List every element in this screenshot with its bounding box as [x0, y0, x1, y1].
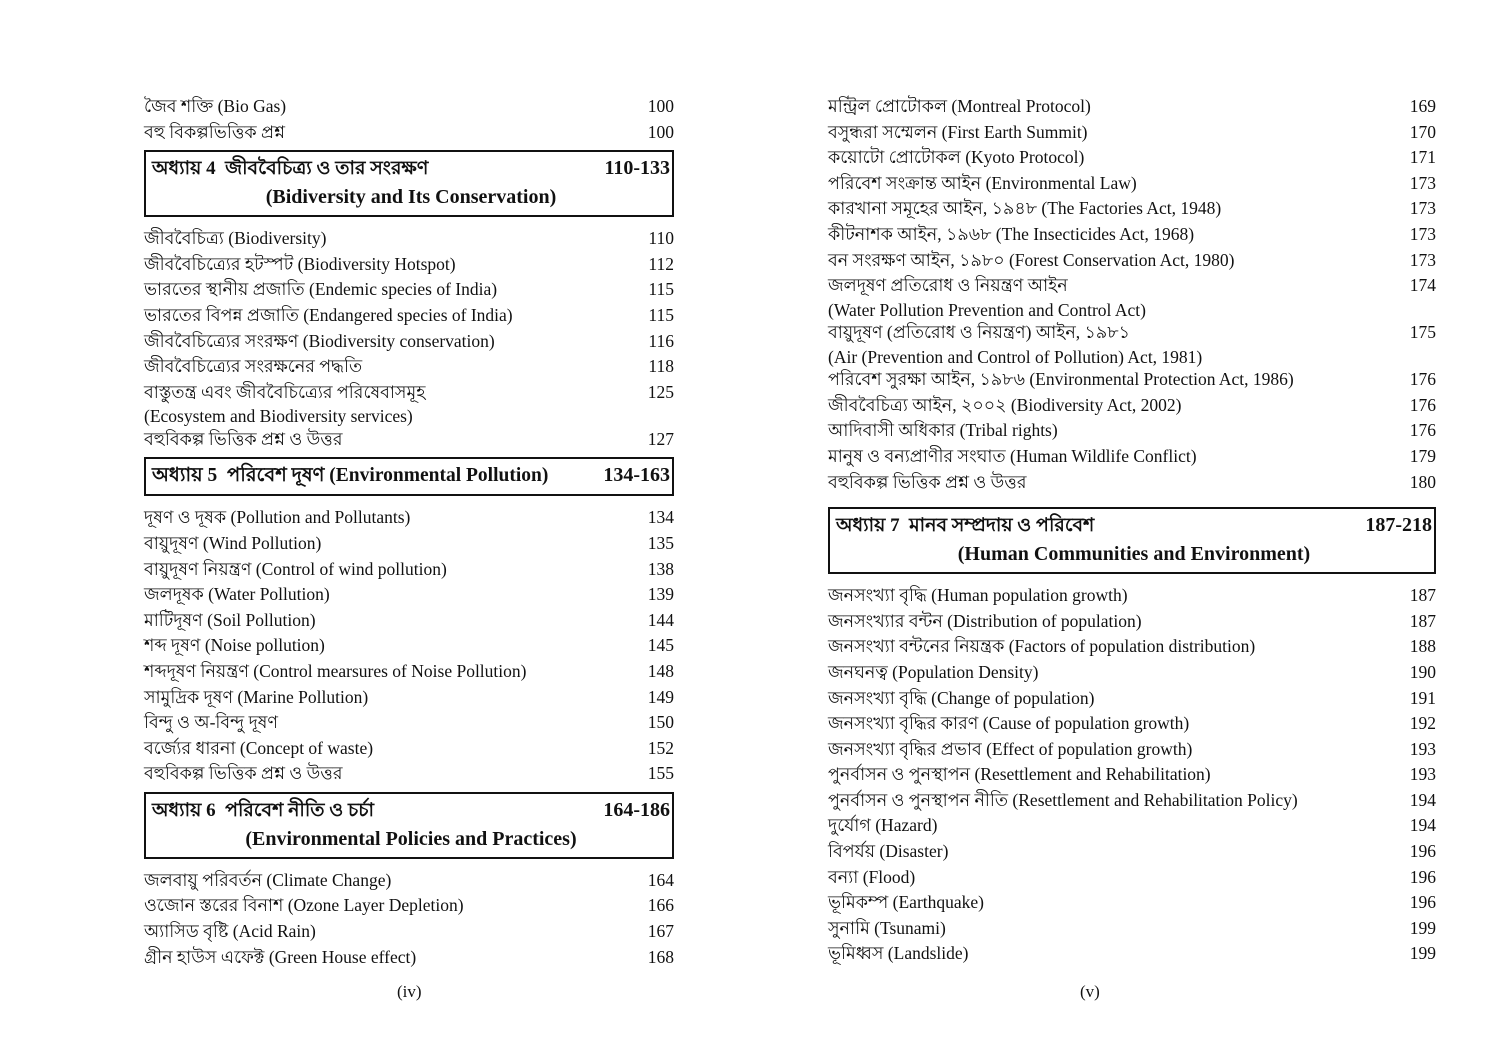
entry-page: 193 — [1409, 764, 1436, 785]
entry-title: জনসংখ্যা বৃদ্ধি (Change of population) — [828, 687, 1095, 708]
entry-page: 192 — [1409, 713, 1436, 734]
entry-title: জলদূষক (Water Pollution) — [144, 584, 330, 605]
entry-page: 110 — [648, 228, 674, 249]
chapter-title: পরিবেশ নীতি ও চর্চা — [225, 799, 375, 821]
chapter-subtitle: (Environmental Policies and Practices) — [245, 827, 577, 850]
toc-entry[interactable] — [144, 685, 674, 711]
toc-entry[interactable] — [144, 94, 674, 120]
entry-page: 118 — [648, 356, 674, 377]
entry-page: 144 — [647, 609, 674, 630]
entry-page: 173 — [1409, 223, 1436, 244]
entry-page: 187 — [1409, 585, 1436, 606]
toc-entry[interactable] — [144, 531, 674, 557]
entry-title: ভূমিধ্বস (Landslide) — [828, 943, 969, 964]
toc-entry[interactable] — [828, 367, 1436, 393]
entry-title: জনসংখ্যার বন্টন (Distribution of population) — [828, 610, 1142, 631]
chapter-title: পরিবেশ দূষণ (Environmental Pollution) — [227, 465, 549, 487]
entry-title: দুর্যোগ (Hazard) — [828, 815, 938, 836]
entry-title: আদিবাসী অধিকার (Tribal rights) — [828, 420, 1058, 441]
entry-title: জৈব শক্তি (Bio Gas) — [144, 96, 287, 116]
entry-title: পুনর্বাসন ও পুনস্থাপন (Resettlement and Rehabilitation) — [828, 764, 1211, 785]
chapter-4-box — [144, 150, 674, 217]
entry-title: বন সংরক্ষণ আইন, ১৯৮০ (Forest Conservation Act, 1980) — [828, 249, 1235, 270]
toc-entry[interactable] — [144, 120, 674, 146]
entry-page: 116 — [648, 330, 674, 351]
toc-entry[interactable] — [144, 868, 674, 894]
entry-title: বাস্তুতন্ত্র এবং জীববৈচিত্র্যের পরিষেবাসমূহ — [144, 381, 426, 402]
entry-title: গ্রীন হাউস এফেক্ট (Green House effect) — [144, 946, 417, 967]
entry-title: জনসংখ্যা বৃদ্ধির কারণ (Cause of population growth) — [828, 713, 1190, 734]
entry-page: 152 — [647, 737, 674, 758]
chapter-6-box — [144, 792, 674, 859]
chapter-label: অধ্যায় 4 — [152, 158, 216, 180]
chapter-6-items-continued — [828, 94, 1436, 273]
toc-entry[interactable] — [828, 634, 1436, 660]
toc-entry[interactable] — [828, 941, 1436, 967]
toc-entry[interactable] — [144, 761, 674, 787]
pre-items — [144, 94, 674, 145]
toc-right — [828, 94, 1436, 967]
entry-title: বিন্দু ও অ-বিন্দু দূষণ — [144, 712, 278, 733]
entry-page: 199 — [1409, 943, 1436, 964]
toc-entry[interactable] — [144, 659, 674, 685]
entry-page: 150 — [647, 712, 674, 733]
entry-page: 135 — [647, 532, 674, 553]
toc-entry[interactable] — [144, 427, 674, 453]
entry-title: বহুবিকল্প ভিত্তিক প্রশ্ন ও উত্তর — [828, 471, 1027, 492]
entry-continuation: (Air (Prevention and Control of Pollution) Act, 1981) — [828, 346, 1203, 367]
entry-title: বসুন্ধরা সম্মেলন (First Earth Summit) — [828, 121, 1088, 142]
entry-page: 125 — [647, 381, 674, 402]
entry-title: শব্দদূষণ নিয়ন্ত্রণ (Control mearsures of Noise Pollution) — [144, 660, 527, 681]
entry-page: 180 — [1409, 471, 1436, 492]
entry-title: দূষণ ও দূষক (Pollution and Pollutants) — [144, 507, 411, 528]
entry-title: পরিবেশ সুরক্ষা আইন, ১৯৮৬ (Environmental Protection Act, 1986) — [828, 369, 1294, 390]
entry-page: 176 — [1409, 369, 1436, 390]
toc-entry[interactable] — [144, 354, 674, 380]
entry-title: কারখানা সমূহের আইন, ১৯৪৮ (The Factories Act, 1948) — [828, 198, 1222, 219]
entry-page: 196 — [1409, 841, 1436, 862]
toc-entry[interactable] — [828, 393, 1436, 419]
toc-entry[interactable] — [144, 329, 674, 355]
entry-page: 190 — [1409, 661, 1436, 682]
entry-page: 138 — [647, 558, 674, 579]
entry-page: 100 — [647, 121, 674, 142]
toc-entry[interactable] — [828, 418, 1436, 444]
toc-entry[interactable] — [828, 470, 1436, 496]
entry-page: 134 — [647, 507, 674, 528]
entry-page: 155 — [647, 763, 674, 784]
entry-title: মাটিদূষণ (Soil Pollution) — [144, 609, 316, 630]
toc-entry[interactable] — [828, 444, 1436, 470]
entry-title: বর্জ্যের ধারনা (Concept of waste) — [144, 737, 374, 758]
entry-title: জলবায়ু পরিবর্তন (Climate Change) — [144, 869, 392, 890]
entry-title: বন্যা (Flood) — [828, 866, 916, 887]
chapter-5-items — [144, 505, 674, 787]
chapter-7-box — [828, 507, 1436, 574]
chapter-page-range: 187-218 — [1365, 514, 1432, 537]
entry-page: 115 — [648, 304, 674, 325]
chapter-page-range: 110-133 — [604, 157, 670, 180]
entry-page: 170 — [1409, 121, 1436, 142]
entry-page: 179 — [1409, 445, 1436, 466]
entry-page: 174 — [1409, 275, 1436, 296]
page-number: (iv) — [397, 982, 422, 1001]
entry-page: 115 — [648, 279, 674, 300]
entry-page: 191 — [1409, 687, 1436, 708]
toc-entry[interactable] — [828, 583, 1436, 609]
chapter-5-box — [144, 457, 674, 496]
toc-entry[interactable] — [144, 633, 674, 659]
toc-entry[interactable] — [828, 916, 1436, 942]
entry-page: 176 — [1409, 420, 1436, 441]
entry-title: মন্ট্রিল প্রোটোকল (Montreal Protocol) — [828, 96, 1091, 116]
toc-entry[interactable] — [144, 919, 674, 945]
chapter-page-range: 164-186 — [603, 798, 670, 821]
toc-entry[interactable] — [828, 686, 1436, 712]
entry-title: ওজোন স্তরের বিনাশ (Ozone Layer Depletion) — [144, 895, 464, 916]
entry-page: 194 — [1409, 789, 1436, 810]
toc-entry[interactable] — [828, 171, 1436, 197]
entry-page: 175 — [1409, 322, 1436, 343]
entry-page: 171 — [1409, 147, 1436, 168]
entry-page: 169 — [1409, 96, 1436, 116]
toc-entry[interactable] — [144, 736, 674, 762]
toc-entry[interactable] — [144, 608, 674, 634]
toc-entry[interactable] — [828, 660, 1436, 686]
toc-entry-wrapped[interactable] — [828, 273, 1436, 320]
chapter-label: অধ্যায় 6 — [152, 799, 216, 821]
entry-page: 196 — [1409, 866, 1436, 887]
entry-page: 194 — [1409, 815, 1436, 836]
toc-entry[interactable] — [828, 813, 1436, 839]
entry-title: বিপর্যয় (Disaster) — [828, 841, 949, 862]
entry-title: জনঘনত্ব (Population Density) — [828, 661, 1039, 682]
toc-entry[interactable] — [828, 120, 1436, 146]
entry-title: জনসংখ্যা বন্টনের নিয়ন্ত্রক (Factors of population distribution) — [828, 636, 1256, 657]
entry-title: জীববৈচিত্র্য (Biodiversity) — [144, 228, 327, 249]
entry-title: বায়ুদূষণ নিয়ন্ত্রণ (Control of wind pollution) — [144, 558, 447, 579]
toc-entry[interactable] — [828, 737, 1436, 763]
entry-page: 193 — [1409, 738, 1436, 759]
toc-entry[interactable] — [828, 839, 1436, 865]
entry-page: 188 — [1409, 636, 1436, 657]
entry-title: ভূমিকম্প (Earthquake) — [828, 892, 984, 913]
toc-entry[interactable] — [144, 582, 674, 608]
entry-title: বায়ুদূষণ (প্রতিরোধ ও নিয়ন্ত্রণ) আইন, ১৯৮১ — [828, 322, 1130, 343]
entry-page: 166 — [647, 895, 674, 916]
chapter-subtitle: (Human Communities and Environment) — [957, 543, 1311, 566]
chapter-subtitle: (Bidiversity and Its Conservation) — [265, 186, 557, 209]
entry-title: কীটনাশক আইন, ১৯৬৮ (The Insecticides Act, 1968) — [828, 223, 1195, 244]
right-page — [750, 0, 1500, 1061]
entry-title: জীববৈচিত্র্যের হটস্পট (Biodiversity Hotspot) — [144, 253, 456, 274]
entry-title: জীববৈচিত্র্যের সংরক্ষনের পদ্ধতি — [144, 356, 363, 377]
entry-page: 173 — [1409, 198, 1436, 219]
chapter-6-items — [144, 868, 674, 970]
toc-entry[interactable] — [828, 248, 1436, 274]
entry-title: কয়োটো প্রোটোকল (Kyoto Protocol) — [828, 147, 1085, 168]
toc-entry-wrapped[interactable] — [144, 380, 674, 427]
entry-page: 167 — [647, 921, 674, 942]
entry-title: অ্যাসিড বৃষ্টি (Acid Rain) — [144, 921, 316, 942]
page-number: (v) — [1080, 982, 1100, 1001]
toc-entry[interactable] — [144, 252, 674, 278]
entry-title: মানুষ ও বন্যপ্রাণীর সংঘাত (Human Wildlife Conflict) — [828, 445, 1197, 466]
chapter-4-items — [144, 226, 674, 380]
entry-title: জীববৈচিত্র্যের সংরক্ষণ (Biodiversity conservation) — [144, 330, 495, 351]
entry-title: পুনর্বাসন ও পুনস্থাপন নীতি (Resettlement and Rehabilitation Policy) — [828, 789, 1298, 810]
entry-continuation: (Water Pollution Prevention and Control Act) — [828, 299, 1146, 320]
entry-page: 139 — [647, 584, 674, 605]
entry-page: 196 — [1409, 892, 1436, 913]
entry-page: 100 — [647, 96, 674, 116]
toc-entry[interactable] — [144, 303, 674, 329]
toc-entry[interactable] — [144, 505, 674, 531]
toc-entry[interactable] — [828, 890, 1436, 916]
toc-entry[interactable] — [144, 277, 674, 303]
toc-entry[interactable] — [828, 609, 1436, 635]
entry-title: জনসংখ্যা বৃদ্ধি (Human population growth) — [828, 585, 1128, 606]
entry-page: 148 — [647, 660, 674, 681]
entry-title: ভারতের স্থানীয় প্রজাতি (Endemic species of India) — [144, 279, 498, 300]
chapter-label: অধ্যায় 5 — [152, 465, 218, 487]
toc-entry[interactable] — [144, 893, 674, 919]
toc-entry[interactable] — [828, 788, 1436, 814]
chapter-label: অধ্যায় 7 — [836, 515, 900, 537]
entry-title: জনসংখ্যা বৃদ্ধির প্রভাব (Effect of population growth) — [828, 738, 1193, 759]
entry-title: ভারতের বিপন্ন প্রজাতি (Endangered species of India) — [144, 304, 513, 325]
entry-title: সুনামি (Tsunami) — [828, 917, 946, 938]
entry-continuation: (Ecosystem and Biodiversity services) — [144, 406, 413, 427]
entry-page: 164 — [647, 869, 674, 890]
toc-entry[interactable] — [828, 711, 1436, 737]
toc-entry[interactable] — [828, 196, 1436, 222]
entry-title: জীববৈচিত্র্য আইন, ২০০২ (Biodiversity Act, 2002) — [828, 394, 1182, 415]
chapter-title: মানব সম্প্রদায় ও পরিবেশ — [909, 515, 1095, 537]
entry-page: 199 — [1409, 917, 1436, 938]
toc-entry[interactable] — [144, 557, 674, 583]
chapter-6-items-final — [828, 367, 1436, 495]
toc-entry[interactable] — [144, 710, 674, 736]
entry-page: 173 — [1409, 172, 1436, 193]
toc-entry[interactable] — [828, 865, 1436, 891]
toc-entry[interactable] — [144, 226, 674, 252]
toc-entry-wrapped[interactable] — [828, 320, 1436, 367]
toc-entry[interactable] — [828, 94, 1436, 120]
entry-title: সামুদ্রিক দূষণ (Marine Pollution) — [144, 686, 369, 707]
entry-page: 176 — [1409, 394, 1436, 415]
entry-title: বহু বিকল্পভিত্তিক প্রশ্ন — [144, 121, 286, 142]
entry-title: বহুবিকল্প ভিত্তিক প্রশ্ন ও উত্তর — [144, 763, 343, 784]
toc-left — [144, 94, 674, 970]
entry-title: জলদূষণ প্রতিরোধ ও নিয়ন্ত্রণ আইন — [828, 275, 1068, 296]
chapter-7-items — [828, 583, 1436, 967]
chapter-title: জীববৈচিত্র্য ও তার সংরক্ষণ — [225, 158, 429, 180]
entry-page: 173 — [1409, 249, 1436, 270]
toc-entry[interactable] — [828, 145, 1436, 171]
toc-entry[interactable] — [144, 945, 674, 971]
entry-title: পরিবেশ সংক্রান্ত আইন (Environmental Law) — [828, 172, 1137, 193]
toc-entry[interactable] — [828, 762, 1436, 788]
entry-title: বহুবিকল্প ভিত্তিক প্রশ্ন ও উত্তর — [144, 428, 343, 449]
toc-entry[interactable] — [828, 222, 1436, 248]
entry-title: বায়ুদূষণ (Wind Pollution) — [144, 532, 322, 553]
entry-page: 149 — [647, 686, 674, 707]
entry-page: 168 — [647, 946, 674, 967]
entry-page: 127 — [647, 428, 674, 449]
entry-page: 145 — [647, 635, 674, 656]
entry-page: 112 — [648, 253, 674, 274]
entry-page: 187 — [1409, 610, 1436, 631]
chapter-page-range: 134-163 — [603, 464, 670, 487]
entry-title: শব্দ দূষণ (Noise pollution) — [144, 635, 325, 656]
